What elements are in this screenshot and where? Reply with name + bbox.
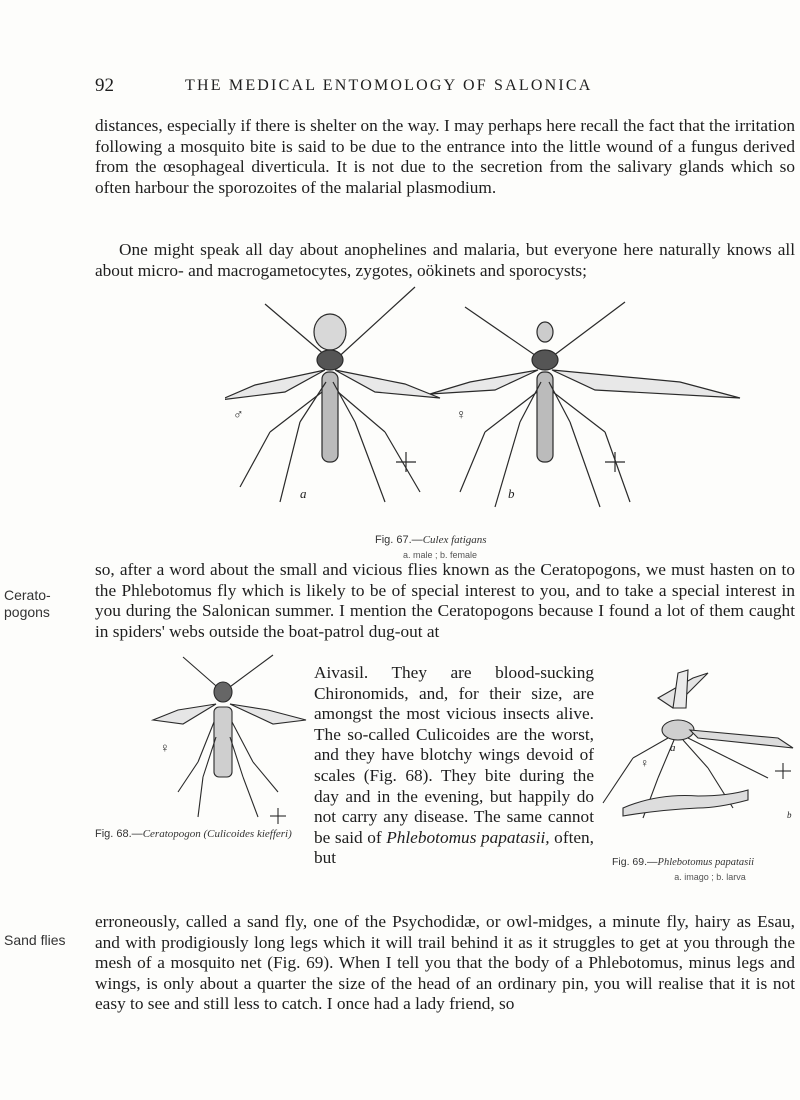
fig69-female-symbol: ♀ <box>640 756 649 770</box>
margin-note-sand-flies: Sand flies <box>4 932 66 948</box>
fig69-phlebotomus-illustration <box>598 668 798 833</box>
fig69-label-b: b <box>787 810 792 820</box>
fig68-ceratopogon-illustration <box>148 652 308 832</box>
fig67-caption: Fig. 67.—Culex fatigans <box>375 534 487 546</box>
fig67-label-a: a <box>300 486 307 501</box>
female-symbol: ♀ <box>456 408 467 423</box>
male-symbol: ♂ <box>233 408 244 423</box>
page-number: 92 <box>95 75 114 96</box>
fig69-caption: Fig. 69.—Phlebotomus papatasii <box>612 856 755 868</box>
paragraph-3b: Aivasil. They are blood-sucking Chironomids, and, for their size, are amongst the most vicious insects alive. The so-called Culicoides are the worst, and they have blotchy wings devoid of scales (Fig. 68). They bite during the day and in the evening, but happily do not carry any disease. The same cannot be said of Phlebotomus papatasii, often, but <box>314 663 594 868</box>
fig69-subcaption: a. imago ; b. larva <box>674 872 746 882</box>
running-title: THE MEDICAL ENTOMOLOGY OF SALONICA <box>185 77 593 94</box>
fig67-subcaption: a. male ; b. female <box>402 550 478 560</box>
fig68-female-symbol: ♀ <box>160 740 170 755</box>
margin-note-ceratopogons: Cerato- pogons <box>4 587 51 620</box>
male-mosquito-figure <box>225 287 440 502</box>
paragraph-1: distances, especially if there is shelter on the way. I may perhaps here recall the fact that the irritation following a mosquito bite is said to be due to the entrance into the little wound of a fungus derived from the œsophageal diverticula. It is not due to the secretion from the salivary glands which so often harbour the sporozoites of the malarial plasmodium. <box>95 116 795 197</box>
paragraph-2: One might speak all day about anophelines and malaria, but everyone here naturally knows all about micro- and macrogametocytes, zygotes, oökinets and sporocysts; <box>95 240 795 280</box>
fig68-caption: Fig. 68.—Ceratopogon (Culicoides kiefferi) <box>95 828 292 840</box>
fig69-label-a: a <box>670 742 676 754</box>
fig67-label-b: b <box>508 486 515 501</box>
paragraph-3a: so, after a word about the small and vicious flies known as the Ceratopogons, we must hasten on to the Phlebotomus fly which is likely to be of special interest to you, and to take a special interest in you during the Salonican summer. I mention the Ceratopogons because I found a lot of them caught in spiders' webs outside the boat-patrol dug-out at <box>95 560 795 641</box>
paragraph-3c: erroneously, called a sand fly, one of the Psychodidæ, or owl-midges, a minute fly, hairy as Esau, and with prodigiously long legs which it will trail behind it as it struggles to get at you through the mesh of a mosquito net (Fig. 69). When I tell you that the body of a Phlebotomus, minus legs and wings, is only about a quarter the size of the head of an ordinary pin, you will realise that it is not easy to see and still less to catch. I once had a lady friend, so <box>95 912 795 1014</box>
female-mosquito-figure <box>430 302 740 507</box>
